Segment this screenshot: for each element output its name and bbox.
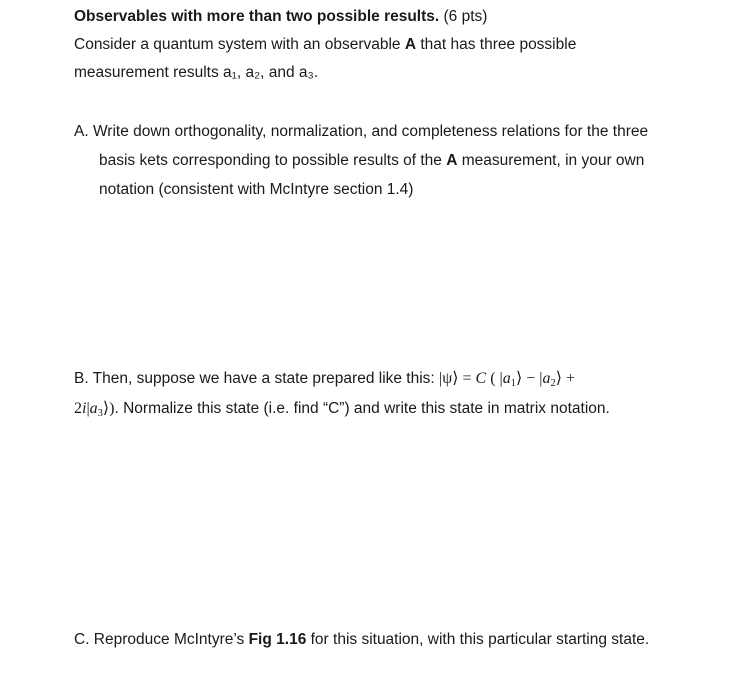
intro-line-1 xyxy=(74,35,576,55)
intro-text: Consider a quantum system with an observable xyxy=(74,36,405,53)
part-b-text: B. Then, suppose we have a state prepared like this: xyxy=(74,370,440,387)
intro-text: that has three possible xyxy=(416,36,577,53)
part-b-line-2 xyxy=(74,399,610,424)
subscript-1: 1 xyxy=(510,378,516,389)
eq-close: ⟩) xyxy=(102,400,115,417)
part-b-line-1 xyxy=(74,369,575,394)
part-a-line-2 xyxy=(99,151,644,171)
equals-sign: = xyxy=(458,370,476,387)
part-c-line xyxy=(74,630,649,650)
constant-c: C xyxy=(475,370,487,387)
eq-plus: ⟩ + xyxy=(555,370,575,387)
part-a-text: measurement, in your own xyxy=(457,152,645,169)
part-a-text: notation (consistent with McIntyre section 1.4) xyxy=(99,181,414,198)
problem-points: (6 pts) xyxy=(439,8,488,25)
coefficient-2: 2 xyxy=(74,400,82,417)
part-b-text: . Normalize this state (i.e. find “C”) and write this state in matrix notation. xyxy=(114,400,610,417)
imaginary-i: i xyxy=(82,400,87,417)
eq-minus: ⟩ − | xyxy=(516,370,543,387)
intro-text: measurement results a₁, a₂, and a₃. xyxy=(74,64,319,81)
eq-paren: ( | xyxy=(486,370,503,387)
observable-a-bold: A xyxy=(404,36,417,53)
figure-ref-bold: Fig 1.16 xyxy=(248,631,307,648)
part-c-text: C. Reproduce McIntyre’s xyxy=(74,631,249,648)
ket-a: a xyxy=(89,400,98,417)
intro-line-2 xyxy=(74,63,318,83)
problem-header xyxy=(74,7,487,27)
psi-ket: |ψ⟩ xyxy=(439,370,459,387)
ket-a: a xyxy=(542,370,551,387)
state-equation xyxy=(439,370,575,387)
ket-a: a xyxy=(502,370,511,387)
problem-title: Observables with more than two possible results. xyxy=(74,8,440,25)
subscript-3: 3 xyxy=(97,408,103,419)
subscript-2: 2 xyxy=(550,378,556,389)
eq-bar: | xyxy=(86,400,90,417)
part-a-line-3 xyxy=(99,180,413,200)
part-c-text: for this situation, with this particular starting state. xyxy=(306,631,650,648)
observable-a-bold: A xyxy=(446,152,458,169)
part-a-text: basis kets corresponding to possible results of the xyxy=(99,152,447,169)
part-a-text: A. Write down orthogonality, normalization, and completeness relations for the three xyxy=(74,123,649,140)
state-equation-continued xyxy=(74,400,114,417)
part-a-line-1 xyxy=(74,122,648,142)
